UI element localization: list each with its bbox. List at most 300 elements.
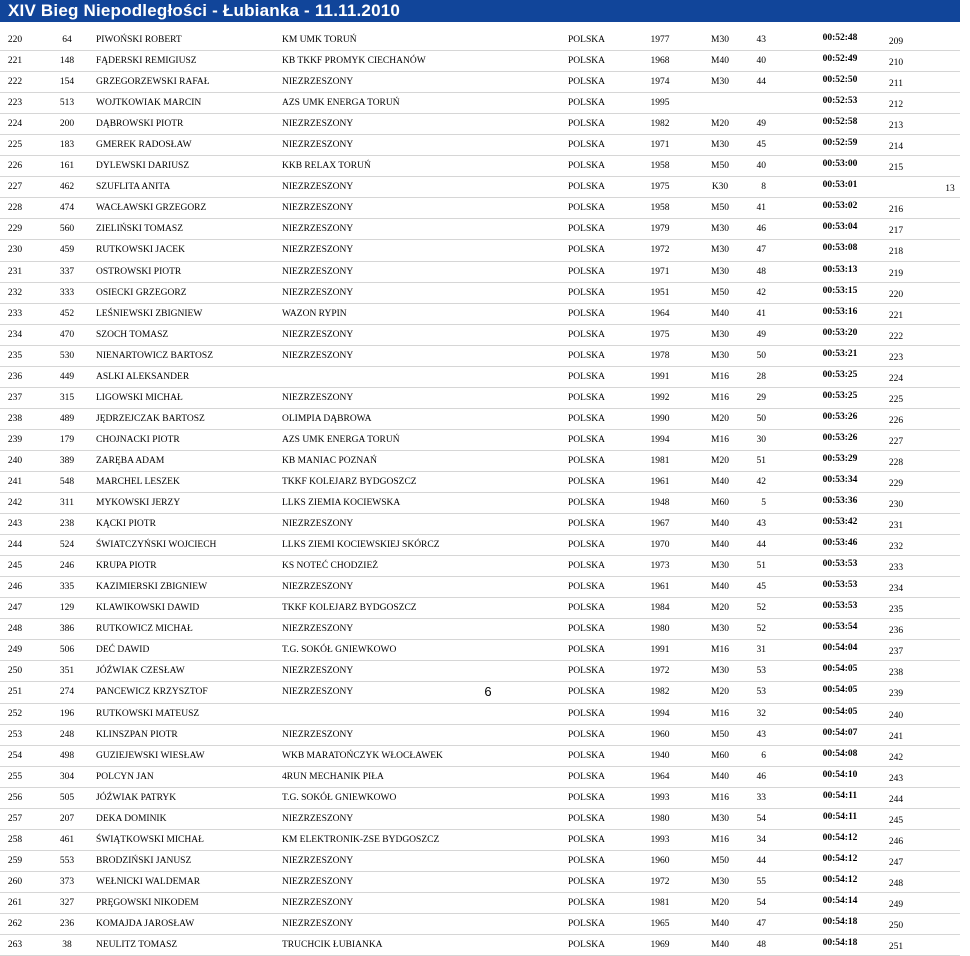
page-title: XIV Bieg Niepodległości - Łubianka - 11.11.2010 [8, 1, 401, 20]
country-cell: POLSKA [568, 455, 605, 466]
birth-year: 1961 [650, 476, 670, 487]
table-row [0, 219, 960, 240]
runner-name: KLAWIKOWSKI DAWID [96, 603, 200, 614]
runner-name: PANCEWICZ KRZYSZTOF [96, 687, 208, 698]
finish-time: 00:52:49 [822, 54, 858, 65]
country-cell: POLSKA [568, 77, 605, 88]
finish-time: 00:53:21 [822, 348, 858, 359]
bib-cell: 154 [59, 77, 75, 88]
bib-cell: 489 [59, 413, 75, 424]
club-name: WKB MARATOŃCZYK WŁOCŁAWEK [282, 750, 443, 761]
country-cell: POLSKA [568, 582, 605, 593]
gender-place: 235 [888, 605, 904, 616]
category-cell: M30 [711, 245, 729, 256]
category-place: 52 [756, 624, 766, 635]
bib-cell: 304 [59, 771, 75, 782]
place-cell: 231 [7, 266, 23, 277]
country-cell: POLSKA [568, 918, 605, 929]
runner-name: KLINSZPAN PIOTR [96, 729, 178, 740]
bib-cell: 315 [59, 392, 75, 403]
bib-cell: 553 [59, 855, 75, 866]
table-row [0, 788, 960, 809]
runner-name: WACŁAWSKI GRZEGORZ [96, 203, 207, 214]
table-row [0, 661, 960, 682]
category-place: 30 [756, 434, 766, 445]
bib-cell: 337 [59, 266, 75, 277]
table-row [0, 493, 960, 514]
bib-cell: 530 [59, 350, 75, 361]
finish-time: 00:54:11 [822, 811, 858, 822]
category-cell: M16 [711, 708, 729, 719]
table-row [0, 577, 960, 598]
country-cell: POLSKA [568, 224, 605, 235]
club-name: 4RUN MECHANIK PIŁA [282, 771, 384, 782]
club-name: NIEZRZESZONY [282, 918, 354, 929]
club-name: KS NOTEĆ CHODZIEŻ [282, 561, 379, 572]
category-place: 32 [756, 708, 766, 719]
country-cell: POLSKA [568, 119, 605, 130]
club-name: NIEZRZESZONY [282, 329, 354, 340]
place-cell: 253 [7, 729, 23, 740]
runner-name: DĄBROWSKI PIOTR [96, 119, 184, 130]
gender-place: 246 [888, 836, 904, 847]
club-name: T.G. SOKÓŁ GNIEWKOWO [282, 645, 397, 656]
table-row [0, 472, 960, 493]
table-row [0, 93, 960, 114]
birth-year: 1961 [650, 582, 670, 593]
country-cell: POLSKA [568, 940, 605, 951]
birth-year: 1958 [650, 161, 670, 172]
table-row [0, 598, 960, 619]
bib-cell: 161 [59, 161, 75, 172]
runner-name: WEŁNICKI WALDEMAR [96, 876, 201, 887]
place-cell: 228 [7, 203, 23, 214]
category-place: 49 [756, 329, 766, 340]
finish-time: 00:54:18 [822, 938, 858, 949]
club-name: NIEZRZESZONY [282, 245, 354, 256]
gender-place: 242 [888, 752, 904, 763]
category-place: 43 [756, 729, 766, 740]
runner-name: KOMAJDA JAROSŁAW [96, 918, 195, 929]
category-place: 49 [756, 119, 766, 130]
table-row [0, 767, 960, 788]
finish-time: 00:54:05 [822, 706, 858, 717]
table-row [0, 893, 960, 914]
finish-time: 00:53:42 [822, 517, 858, 528]
category-cell: M16 [711, 834, 729, 845]
page-number: 6 [484, 684, 492, 699]
category-place: 51 [756, 455, 766, 466]
country-cell: POLSKA [568, 876, 605, 887]
category-place: 29 [756, 392, 766, 403]
runner-name: GRZEGORZEWSKI RAFAŁ [96, 77, 210, 88]
table-row [0, 430, 960, 451]
runner-name: MARCHEL LESZEK [96, 476, 180, 487]
runner-name: DEKA DOMINIK [96, 813, 167, 824]
country-cell: POLSKA [568, 203, 605, 214]
category-place: 44 [756, 855, 766, 866]
club-name: NIEZRZESZONY [282, 897, 354, 908]
club-name: LLKS ZIEMI KOCIEWSKIEJ SKÓRCZ [282, 540, 440, 551]
gender-place: 230 [888, 500, 904, 511]
category-cell: M40 [711, 940, 729, 951]
gender-place: 247 [888, 857, 904, 868]
club-name: T.G. SOKÓŁ GNIEWKOWO [282, 792, 397, 803]
country-cell: POLSKA [568, 308, 605, 319]
runner-name: ŚWIĄTKOWSKI MICHAŁ [96, 834, 204, 845]
birth-year: 1951 [650, 287, 670, 298]
gender-place: 229 [888, 478, 904, 489]
gender-place: 219 [888, 268, 904, 279]
club-name: TKKF KOLEJARZ BYDGOSZCZ [282, 603, 417, 614]
birth-year: 1975 [650, 182, 670, 193]
runner-name: ZARĘBA ADAM [96, 455, 165, 466]
category-place: 34 [756, 834, 766, 845]
club-name: NIEZRZESZONY [282, 266, 354, 277]
club-name: WAZON RYPIN [282, 308, 347, 319]
category-cell: M30 [711, 224, 729, 235]
bib-cell: 474 [59, 203, 75, 214]
birth-year: 1994 [650, 708, 670, 719]
birth-year: 1968 [650, 56, 670, 67]
runner-name: DEĆ DAWID [96, 645, 150, 656]
gender-place: 217 [888, 226, 904, 237]
country-cell: POLSKA [568, 834, 605, 845]
runner-name: SZUFLITA ANITA [96, 182, 171, 193]
place-cell: 225 [7, 140, 23, 151]
country-cell: POLSKA [568, 287, 605, 298]
table-row [0, 619, 960, 640]
category-place: 43 [756, 519, 766, 530]
runner-name: KAZIMIERSKI ZBIGNIEW [96, 582, 208, 593]
birth-year: 1958 [650, 203, 670, 214]
place-cell: 262 [7, 918, 23, 929]
gender-place: 215 [888, 163, 904, 174]
club-name: KB MANIAC POZNAŃ [282, 455, 378, 466]
category-place: 48 [756, 266, 766, 277]
gender-place: 236 [888, 626, 904, 637]
club-name: NIEZRZESZONY [282, 729, 354, 740]
country-cell: POLSKA [568, 561, 605, 572]
finish-time: 00:54:12 [822, 832, 858, 843]
category-place: 6 [761, 750, 766, 761]
place-cell: 249 [7, 645, 23, 656]
place-cell: 241 [7, 476, 23, 487]
category-cell: M30 [711, 77, 729, 88]
finish-time: 00:53:25 [822, 369, 858, 380]
gender-place: 213 [888, 121, 904, 132]
place-cell: 237 [7, 392, 23, 403]
birth-year: 1984 [650, 603, 670, 614]
birth-year: 1991 [650, 645, 670, 656]
runner-name: PIWOŃSKI ROBERT [96, 35, 182, 45]
category-cell: M40 [711, 476, 729, 487]
category-place: 8 [761, 182, 766, 193]
country-cell: POLSKA [568, 98, 605, 109]
birth-year: 1993 [650, 792, 670, 803]
category-cell: M20 [711, 897, 729, 908]
table-row [0, 135, 960, 156]
header-bar [0, 0, 960, 22]
country-cell: POLSKA [568, 56, 605, 67]
bib-cell: 64 [62, 35, 72, 45]
country-cell: POLSKA [568, 35, 605, 45]
place-cell: 240 [7, 455, 23, 466]
gender-place: 227 [888, 436, 904, 447]
finish-time: 00:53:34 [822, 474, 858, 485]
category-cell: M16 [711, 392, 729, 403]
runner-name: CHOJNACKI PIOTR [96, 434, 180, 445]
place-cell: 244 [7, 540, 23, 551]
country-cell: POLSKA [568, 813, 605, 824]
finish-time: 00:54:12 [822, 853, 858, 864]
bib-cell: 560 [59, 224, 75, 235]
club-name: AZS UMK ENERGA TORUŃ [282, 98, 400, 109]
birth-year: 1981 [650, 897, 670, 908]
country-cell: POLSKA [568, 792, 605, 803]
gender-place: 251 [888, 942, 904, 953]
club-name: NIEZRZESZONY [282, 203, 354, 214]
birth-year: 1971 [650, 266, 670, 277]
bib-cell: 462 [59, 182, 75, 193]
finish-time: 00:54:04 [822, 643, 858, 654]
birth-year: 1964 [650, 771, 670, 782]
gender-place: 218 [888, 247, 904, 258]
finish-time: 00:53:29 [822, 453, 858, 464]
category-place: 46 [756, 771, 766, 782]
finish-time: 00:54:08 [822, 748, 858, 759]
table-row [0, 72, 960, 93]
club-name: NIEZRZESZONY [282, 140, 354, 151]
birth-year: 1980 [650, 813, 670, 824]
gender-place: 220 [888, 289, 904, 300]
table-row [0, 640, 960, 661]
club-name: TRUCHCIK ŁUBIANKA [282, 940, 383, 951]
finish-time: 00:52:48 [822, 33, 858, 43]
category-cell: K30 [711, 182, 729, 193]
runner-name: FĄDERSKI REMIGIUSZ [96, 56, 197, 67]
country-cell: POLSKA [568, 771, 605, 782]
gender-place: 239 [888, 689, 904, 700]
finish-time: 00:53:13 [822, 264, 858, 275]
finish-time: 00:54:11 [822, 790, 858, 801]
place-cell: 248 [7, 624, 23, 635]
finish-time: 00:53:01 [822, 180, 858, 191]
bib-cell: 248 [59, 729, 75, 740]
finish-time: 00:54:18 [822, 916, 858, 927]
category-place: 5 [761, 498, 766, 509]
gender-place: 209 [888, 37, 904, 47]
runner-name: RUTKOWSKI MATEUSZ [96, 708, 200, 719]
place-cell: 252 [7, 708, 23, 719]
gender-place: 249 [888, 899, 904, 910]
place-cell: 255 [7, 771, 23, 782]
birth-year: 1975 [650, 329, 670, 340]
country-cell: POLSKA [568, 645, 605, 656]
category-cell: M40 [711, 771, 729, 782]
club-name: NIEZRZESZONY [282, 687, 354, 698]
category-place: 42 [756, 476, 766, 487]
table-row [0, 240, 960, 261]
runner-name: OSIECKI GRZEGORZ [96, 287, 187, 298]
country-cell: POLSKA [568, 540, 605, 551]
bib-cell: 236 [59, 918, 75, 929]
gender-place: 216 [888, 205, 904, 216]
category-place: 55 [756, 876, 766, 887]
category-place: 41 [756, 308, 766, 319]
finish-time: 00:52:50 [822, 75, 858, 86]
runner-name: POLCYN JAN [96, 771, 154, 782]
runner-name: GMEREK RADOSŁAW [96, 140, 192, 151]
club-name: NIEZRZESZONY [282, 287, 354, 298]
bib-cell: 207 [59, 813, 75, 824]
place-cell: 242 [7, 498, 23, 509]
place-cell: 258 [7, 834, 23, 845]
club-name: NIEZRZESZONY [282, 392, 354, 403]
birth-year: 1981 [650, 455, 670, 466]
runner-name: WOJTKOWIAK MARCIN [96, 98, 202, 109]
birth-year: 1978 [650, 350, 670, 361]
finish-time: 00:52:53 [822, 96, 858, 107]
table-row [0, 325, 960, 346]
category-place: 31 [756, 645, 766, 656]
gender-place: 226 [888, 415, 904, 426]
gender-place: 212 [888, 100, 904, 111]
table-row [0, 177, 960, 198]
club-name: NIEZRZESZONY [282, 813, 354, 824]
bib-cell: 327 [59, 897, 75, 908]
gender-place: 248 [888, 878, 904, 889]
finish-time: 00:53:15 [822, 285, 858, 296]
place-cell: 246 [7, 582, 23, 593]
table-row [0, 409, 960, 430]
finish-time: 00:53:25 [822, 390, 858, 401]
finish-time: 00:53:53 [822, 601, 858, 612]
birth-year: 1980 [650, 624, 670, 635]
birth-year: 1972 [650, 245, 670, 256]
club-name: NIEZRZESZONY [282, 876, 354, 887]
category-cell: M40 [711, 56, 729, 67]
birth-year: 1969 [650, 940, 670, 951]
birth-year: 1974 [650, 77, 670, 88]
bib-cell: 498 [59, 750, 75, 761]
bib-cell: 179 [59, 434, 75, 445]
place-cell: 235 [7, 350, 23, 361]
category-cell: M20 [711, 119, 729, 130]
category-place: 45 [756, 140, 766, 151]
bib-cell: 389 [59, 455, 75, 466]
table-row [0, 114, 960, 135]
place-cell: 259 [7, 855, 23, 866]
category-cell: M50 [711, 161, 729, 172]
runner-name: LIGOWSKI MICHAŁ [96, 392, 183, 403]
table-row [0, 851, 960, 872]
table-row [0, 367, 960, 388]
birth-year: 1973 [650, 561, 670, 572]
category-cell: M40 [711, 308, 729, 319]
place-cell: 256 [7, 792, 23, 803]
category-cell: M30 [711, 666, 729, 677]
category-place: 47 [756, 245, 766, 256]
table-row [0, 872, 960, 893]
bib-cell: 333 [59, 287, 75, 298]
birth-year: 1960 [650, 855, 670, 866]
finish-time: 00:53:02 [822, 201, 858, 212]
birth-year: 1971 [650, 140, 670, 151]
category-cell: M50 [711, 855, 729, 866]
runner-name: BRODZIŃSKI JANUSZ [96, 855, 192, 866]
gender-place: 222 [888, 331, 904, 342]
category-place: 53 [756, 687, 766, 698]
country-cell: POLSKA [568, 476, 605, 487]
club-name: NIEZRZESZONY [282, 582, 354, 593]
runner-name: RUTKOWSKI JACEK [96, 245, 185, 256]
table-row [0, 304, 960, 325]
bib-cell: 148 [59, 56, 75, 67]
country-cell: POLSKA [568, 750, 605, 761]
category-place: 40 [756, 161, 766, 172]
gender-place: 223 [888, 352, 904, 363]
category-cell: M30 [711, 329, 729, 340]
finish-time: 00:53:16 [822, 306, 858, 317]
place-cell: 263 [7, 940, 23, 951]
club-name: NIEZRZESZONY [282, 624, 354, 635]
finish-time: 00:53:54 [822, 622, 858, 633]
birth-year: 1972 [650, 666, 670, 677]
place-cell: 243 [7, 519, 23, 530]
category-place: 53 [756, 666, 766, 677]
country-cell: POLSKA [568, 371, 605, 382]
club-name: NIEZRZESZONY [282, 350, 354, 361]
category-place: 45 [756, 582, 766, 593]
birth-year: 1960 [650, 729, 670, 740]
category-cell: M30 [711, 624, 729, 635]
place-cell: 254 [7, 750, 23, 761]
club-name: NIEZRZESZONY [282, 119, 354, 130]
category-cell: M16 [711, 371, 729, 382]
category-place: 42 [756, 287, 766, 298]
birth-year: 1979 [650, 224, 670, 235]
place-cell: 226 [7, 161, 23, 172]
country-cell: POLSKA [568, 140, 605, 151]
country-cell: POLSKA [568, 245, 605, 256]
category-place: 28 [756, 371, 766, 382]
place-cell: 238 [7, 413, 23, 424]
runner-name: GUZIEJEWSKI WIESŁAW [96, 750, 205, 761]
gender-place: 214 [888, 142, 904, 153]
place-cell: 234 [7, 329, 23, 340]
bib-cell: 524 [59, 540, 75, 551]
gender-place: 237 [888, 647, 904, 658]
place-cell: 245 [7, 561, 23, 572]
category-cell: M40 [711, 540, 729, 551]
birth-year: 1992 [650, 392, 670, 403]
birth-year: 1967 [650, 519, 670, 530]
place-cell: 233 [7, 308, 23, 319]
category-cell: M16 [711, 434, 729, 445]
birth-year: 1982 [650, 119, 670, 130]
table-row [0, 198, 960, 219]
country-cell: POLSKA [568, 182, 605, 193]
gender-place: 228 [888, 457, 904, 468]
gender-place: 241 [888, 731, 904, 742]
finish-time: 00:53:26 [822, 411, 858, 422]
bib-cell: 351 [59, 666, 75, 677]
gender-place: 245 [888, 815, 904, 826]
country-cell: POLSKA [568, 729, 605, 740]
bib-cell: 183 [59, 140, 75, 151]
table-row [0, 262, 960, 283]
